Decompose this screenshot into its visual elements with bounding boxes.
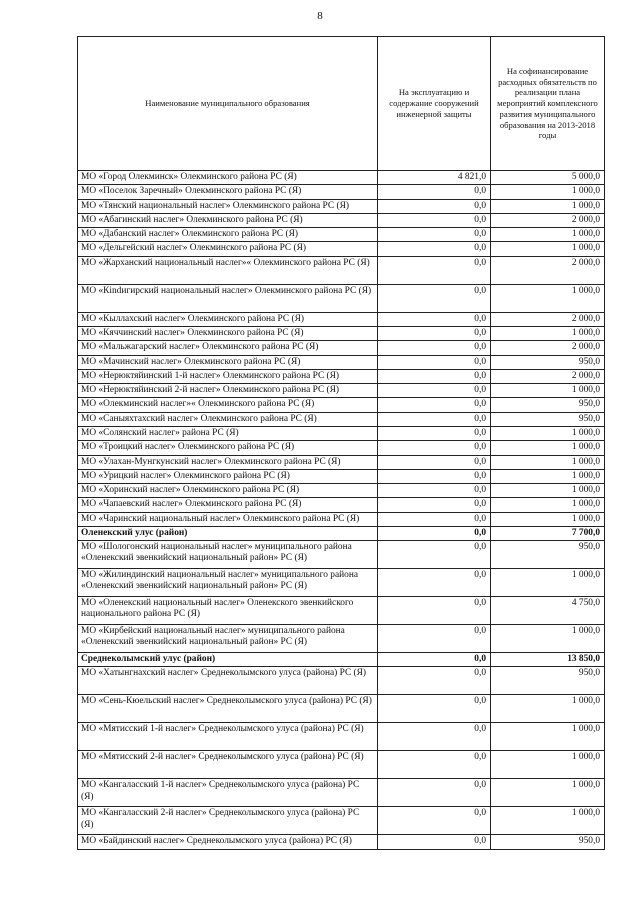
municipality-cell: МО «Жилиндинский национальный наслег» муниципального района «Оленекский эвенкийский национальный район» РС (Я) [78,569,378,597]
cofinancing-value-cell: 13 850,0 [491,653,605,667]
engineering-value-cell: 0,0 [378,341,491,355]
engineering-value-cell: 0,0 [378,469,491,483]
table-row [78,455,605,469]
cofinancing-value-cell: 1 000,0 [491,779,605,807]
table-row [78,695,605,723]
municipality-cell: МО «Чапаевский наслег» Олекминского района РС (Я) [78,498,378,512]
table-row [78,199,605,213]
table-row [78,426,605,440]
municipality-cell: МО «Кыллахский наслег» Олекминского района РС (Я) [78,312,378,326]
engineering-value-cell: 0,0 [378,723,491,751]
municipality-cell: МО «Тянский национальный наслег» Олекминского района РС (Я) [78,199,378,213]
municipality-cell: МО «Олекминский наслег»« Олекминского района РС (Я) [78,398,378,412]
cofinancing-value-cell: 1 000,0 [491,751,605,779]
engineering-value-cell: 0,0 [378,498,491,512]
engineering-value-cell: 0,0 [378,541,491,569]
table-row [78,398,605,412]
municipality-cell: МО «Кангаласский 1-й наслег» Среднеколымского улуса (района) РС (Я) [78,779,378,807]
municipality-cell: МО «Нерюктяйинский 2-й наслег» Олекминского района РС (Я) [78,384,378,398]
engineering-value-cell: 0,0 [378,355,491,369]
engineering-value-cell: 0,0 [378,199,491,213]
cofinancing-value-cell: 1 000,0 [491,441,605,455]
municipality-cell: МО «Дабанский наслег» Олекминского района РС (Я) [78,228,378,242]
cofinancing-value-cell: 950,0 [491,541,605,569]
cofinancing-value-cell: 1 000,0 [491,384,605,398]
municipality-cell: МО «Город Олекминск» Олекминского района РС (Я) [78,171,378,185]
table-row [78,807,605,835]
table-row [78,185,605,199]
engineering-value-cell: 0,0 [378,455,491,469]
engineering-value-cell: 0,0 [378,384,491,398]
municipality-cell: МО «Байдинский наслег» Среднеколымского улуса (района) РС (Я) [78,835,378,849]
cofinancing-value-cell: 950,0 [491,835,605,849]
cofinancing-value-cell: 5 000,0 [491,171,605,185]
engineering-value-cell: 0,0 [378,751,491,779]
engineering-value-cell: 0,0 [378,242,491,256]
engineering-value-cell: 0,0 [378,326,491,340]
municipality-cell: МО «Сень-Кюельский наслег» Среднеколымского улуса (района) РС (Я) [78,695,378,723]
municipality-cell: МО «Поселок Заречный» Олекминского района РС (Я) [78,185,378,199]
cofinancing-value-cell: 1 000,0 [491,723,605,751]
engineering-value-cell: 0,0 [378,807,491,835]
cofinancing-value-cell: 1 000,0 [491,569,605,597]
cofinancing-value-cell: 1 000,0 [491,469,605,483]
header-municipality: Наименование муниципального образования [78,37,378,171]
engineering-value-cell: 4 821,0 [378,171,491,185]
municipality-cell: МО «Саныяхтахский наслег» Олекминского района РС (Я) [78,412,378,426]
engineering-value-cell: 0,0 [378,625,491,653]
table-row [78,625,605,653]
cofinancing-value-cell: 950,0 [491,412,605,426]
table-row [78,284,605,312]
table-row [78,412,605,426]
cofinancing-value-cell: 4 750,0 [491,597,605,625]
cofinancing-value-cell: 1 000,0 [491,484,605,498]
table-row [78,512,605,526]
cofinancing-value-cell: 1 000,0 [491,695,605,723]
engineering-value-cell: 0,0 [378,597,491,625]
district-total-row [78,653,605,667]
table-row [78,213,605,227]
cofinancing-value-cell: 2 000,0 [491,213,605,227]
municipality-cell: МО «Солянский наслег» района РС (Я) [78,426,378,440]
municipality-cell: Оленекский улус (район) [78,526,378,540]
municipality-cell: МО «Дельгейский наслег» Олекминского района РС (Я) [78,242,378,256]
municipality-cell: МО «Мятисский 2-й наслег» Среднеколымского улуса (района) РС (Я) [78,751,378,779]
cofinancing-value-cell: 1 000,0 [491,199,605,213]
municipality-cell: МО «Оленекский национальный наслег» Оленекского эвенкийского национального района РС (Я) [78,597,378,625]
cofinancing-value-cell: 950,0 [491,667,605,695]
table-row [78,469,605,483]
municipality-cell: МО «Абагинский наслег» Олекминского района РС (Я) [78,213,378,227]
cofinancing-value-cell: 1 000,0 [491,625,605,653]
page-number: 8 [317,10,323,22]
engineering-value-cell: 0,0 [378,369,491,383]
allocation-table [77,36,605,850]
municipality-cell: МО «Мятисский 1-й наслег» Среднеколымского улуса (района) РС (Я) [78,723,378,751]
municipality-cell: МО «Хоринский наслег» Олекминского района РС (Я) [78,484,378,498]
municipality-cell: МО «Мачинский наслег» Олекминского района РС (Я) [78,355,378,369]
engineering-value-cell: 0,0 [378,653,491,667]
table-row [78,341,605,355]
table-row [78,171,605,185]
engineering-value-cell: 0,0 [378,667,491,695]
table-row [78,384,605,398]
municipality-cell: МО «Хатынгнахский наслег» Среднеколымского улуса (района) РС (Я) [78,667,378,695]
cofinancing-value-cell: 1 000,0 [491,498,605,512]
table-row [78,498,605,512]
engineering-value-cell: 0,0 [378,398,491,412]
table-row [78,541,605,569]
engineering-value-cell: 0,0 [378,526,491,540]
table-row [78,312,605,326]
engineering-value-cell: 0,0 [378,695,491,723]
engineering-value-cell: 0,0 [378,256,491,284]
municipality-cell: МО «Кindигирский национальный наслег» Олекминского района РС (Я) [78,284,378,312]
engineering-value-cell: 0,0 [378,312,491,326]
header-engineering-protection: На эксплуатацию и содержание сооружений инженерной защиты [378,37,491,171]
engineering-value-cell: 0,0 [378,779,491,807]
cofinancing-value-cell: 1 000,0 [491,455,605,469]
cofinancing-value-cell: 1 000,0 [491,326,605,340]
municipality-cell: МО «Улахан-Мунгкунский наслег» Олекминского района РС (Я) [78,455,378,469]
cofinancing-value-cell: 1 000,0 [491,228,605,242]
municipality-cell: МО «Урицкий наслег» Олекминского района РС (Я) [78,469,378,483]
engineering-value-cell: 0,0 [378,213,491,227]
table-row [78,228,605,242]
municipality-cell: МО «Кяччинский наслег» Олекминского района РС (Я) [78,326,378,340]
table-header-row [78,37,605,171]
table-row [78,326,605,340]
cofinancing-value-cell: 1 000,0 [491,426,605,440]
table-row [78,369,605,383]
district-total-row [78,526,605,540]
engineering-value-cell: 0,0 [378,512,491,526]
municipality-cell: МО «Чаринский национальный наслег» Олекминского района РС (Я) [78,512,378,526]
municipality-cell: МО «Нерюктяйинский 1-й наслег» Олекминского района РС (Я) [78,369,378,383]
table-row [78,441,605,455]
cofinancing-value-cell: 950,0 [491,398,605,412]
municipality-cell: МО «Шологонский национальный наслег» муниципального района «Оленекский эвенкийский национальный район» РС (Я) [78,541,378,569]
engineering-value-cell: 0,0 [378,426,491,440]
table-row [78,355,605,369]
engineering-value-cell: 0,0 [378,484,491,498]
municipality-cell: МО «Кирбейский национальный наслег» муниципального района «Оленекский эвенкийский национальный район» РС (Я) [78,625,378,653]
table-row [78,779,605,807]
table-row [78,723,605,751]
municipality-cell: МО «Мальжагарский наслег» Олекминского района РС (Я) [78,341,378,355]
cofinancing-value-cell: 1 000,0 [491,242,605,256]
engineering-value-cell: 0,0 [378,228,491,242]
table-row [78,835,605,849]
table-row [78,242,605,256]
table-row [78,597,605,625]
municipality-cell: МО «Кангаласский 2-й наслег» Среднеколымского улуса (района) РС (Я) [78,807,378,835]
cofinancing-value-cell: 7 700,0 [491,526,605,540]
municipality-cell: МО «Жарханский национальный наслег»« Олекминского района РС (Я) [78,256,378,284]
cofinancing-value-cell: 2 000,0 [491,341,605,355]
cofinancing-value-cell: 1 000,0 [491,284,605,312]
cofinancing-value-cell: 2 000,0 [491,312,605,326]
cofinancing-value-cell: 1 000,0 [491,807,605,835]
engineering-value-cell: 0,0 [378,412,491,426]
table-row [78,256,605,284]
table-row [78,667,605,695]
engineering-value-cell: 0,0 [378,569,491,597]
municipality-cell: МО «Троицкий наслег» Олекминского района РС (Я) [78,441,378,455]
header-cofinancing: На софинансирование расходных обязательств по реализации плана мероприятий комплексного развития муниципального образования на 2013-2018 годы [491,37,605,171]
cofinancing-value-cell: 950,0 [491,355,605,369]
engineering-value-cell: 0,0 [378,284,491,312]
table-row [78,484,605,498]
engineering-value-cell: 0,0 [378,441,491,455]
cofinancing-value-cell: 1 000,0 [491,185,605,199]
table-row [78,751,605,779]
engineering-value-cell: 0,0 [378,185,491,199]
cofinancing-value-cell: 2 000,0 [491,369,605,383]
municipality-cell: Среднеколымский улус (район) [78,653,378,667]
cofinancing-value-cell: 2 000,0 [491,256,605,284]
engineering-value-cell: 0,0 [378,835,491,849]
table-row [78,569,605,597]
cofinancing-value-cell: 1 000,0 [491,512,605,526]
